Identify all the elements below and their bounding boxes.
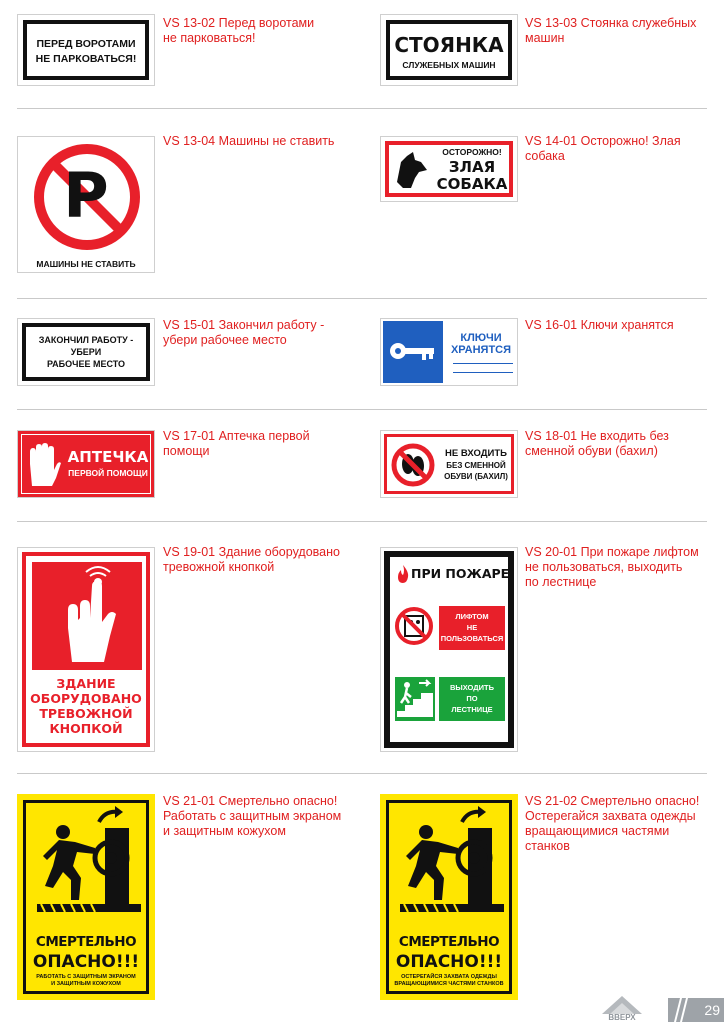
no-elevator-icon xyxy=(394,606,434,646)
sign-text: ПЕРЕД ВОРОТАМИ xyxy=(36,38,136,50)
no-shoes-icon xyxy=(390,442,436,488)
sign-vs-16-01 xyxy=(380,318,518,386)
sign-text: ЛИФТОМ xyxy=(455,612,489,621)
item-caption: VS 17-01 Аптечка первой помощи xyxy=(163,429,310,458)
sign-text: УБЕРИ xyxy=(70,347,102,357)
item-caption: VS 19-01 Здание оборудовано тревожной кнопкой xyxy=(163,545,340,574)
hand-icon xyxy=(26,442,62,488)
sign-text: КНОПКОЙ xyxy=(49,721,123,736)
divider xyxy=(17,409,707,410)
sign-vs-21-02 xyxy=(380,794,518,1000)
sign-text: РАБОЧЕЕ МЕСТО xyxy=(46,359,126,369)
sign-text: БЕЗ СМЕННОЙ xyxy=(446,461,506,470)
item-caption: VS 21-01 Смертельно опасно! Работать с защитным экраном и защитным кожухом xyxy=(163,794,342,838)
sign-text: ТРЕВОЖНОЙ xyxy=(39,706,133,721)
item-caption: VS 13-02 Перед воротами не парковаться! xyxy=(163,16,315,45)
item-caption: VS 18-01 Не входить без сменной обуви (бахил) xyxy=(525,429,669,458)
sign-text: ОБОРУДОВАНО xyxy=(30,691,142,706)
item-caption: VS 21-02 Смертельно опасно! Остерегайся захвата одежды вращающимися частями станков xyxy=(525,794,700,853)
sign-text: ОБУВИ (БАХИЛ) xyxy=(444,472,508,481)
sign-text: ОСТОРОЖНО! xyxy=(442,147,502,157)
sign-text: СЛУЖЕБНЫХ МАШИН xyxy=(402,60,496,70)
sign-text: СТОЯНКА xyxy=(394,33,504,57)
brand-logo xyxy=(600,994,644,1022)
sign-vs-19-01 xyxy=(17,547,155,752)
sign-text: КЛЮЧИ xyxy=(460,332,502,344)
sign-text: ОПАСНО!!! xyxy=(395,952,503,972)
divider xyxy=(17,773,707,774)
item-caption: VS 15-01 Закончил работу - убери рабочее место xyxy=(163,318,325,347)
sign-text: И ЗАЩИТНЫМ КОЖУХОМ xyxy=(51,981,121,987)
machine-hazard-icon xyxy=(386,800,512,926)
item-caption: VS 13-04 Машины не ставить xyxy=(163,134,335,148)
sign-text: ПЕРВОЙ ПОМОЩИ xyxy=(68,468,148,478)
sign-text: НЕ ВХОДИТЬ xyxy=(445,448,507,459)
sign-text: СМЕРТЕЛЬНО xyxy=(35,934,137,950)
sign-text: НЕ xyxy=(466,623,478,632)
item-caption: VS 14-01 Осторожно! Злая собака xyxy=(525,134,681,163)
sign-text: ЗАКОНЧИЛ РАБОТУ - xyxy=(38,335,134,345)
sign-text: ОСТЕРЕГАЙСЯ ЗАХВАТА ОДЕЖДЫ xyxy=(401,974,497,980)
sign-vs-15-01 xyxy=(17,318,155,386)
sign-text: ЗДАНИЕ xyxy=(56,676,116,691)
sign-text: СОБАКА xyxy=(436,175,508,193)
sign-vs-13-02 xyxy=(17,14,155,86)
divider xyxy=(17,521,707,522)
sign-text: ХРАНЯТСЯ xyxy=(450,344,512,356)
sign-text: ПО xyxy=(466,694,478,703)
divider xyxy=(17,108,707,109)
sign-vs-18-01 xyxy=(380,430,518,498)
sign-text: РАБОТАТЬ С ЗАЩИТНЫМ ЭКРАНОМ xyxy=(36,974,136,980)
page-number: 29 xyxy=(668,998,724,1022)
sign-text: ПРИ ПОЖАРЕ xyxy=(411,566,510,581)
sign-text: МАШИНЫ НЕ СТАВИТЬ xyxy=(36,259,136,269)
sign-text: АПТЕЧКА xyxy=(67,448,149,466)
sign-vs-17-01 xyxy=(17,430,155,498)
key-icon xyxy=(386,337,442,367)
item-caption: VS 16-01 Ключи хранятся xyxy=(525,318,674,332)
sign-text: ЗЛАЯ xyxy=(448,158,496,176)
fire-icon xyxy=(395,564,411,584)
sign-vs-20-01 xyxy=(380,547,518,752)
sign-vs-13-04 xyxy=(17,136,155,273)
divider xyxy=(17,298,707,299)
item-caption: VS 20-01 При пожаре лифтом не пользоваться, выходить по лестнице xyxy=(525,545,699,589)
sign-vs-13-03 xyxy=(380,14,518,86)
sign-text: НЕ ПАРКОВАТЬСЯ! xyxy=(35,53,137,65)
item-caption: VS 13-03 Стоянка служебных машин xyxy=(525,16,697,45)
logo-text: ВВЕРХ xyxy=(608,1013,636,1022)
sign-text: ОПАСНО!!! xyxy=(32,952,140,972)
exit-stairs-icon xyxy=(395,677,435,721)
sign-text: ВЫХОДИТЬ xyxy=(449,683,494,692)
no-parking-glyph: P xyxy=(63,159,109,232)
sign-vs-21-01 xyxy=(17,794,155,1000)
sign-text: ПОЛЬЗОВАТЬСЯ xyxy=(440,634,504,643)
alarm-button-icon xyxy=(32,562,142,670)
sign-text: ВРАЩАЮЩИМИСЯ ЧАСТЯМИ СТАНКОВ xyxy=(394,981,504,987)
sign-text: СМЕРТЕЛЬНО xyxy=(398,934,500,950)
sign-text: ЛЕСТНИЦЕ xyxy=(451,705,493,714)
machine-hazard-icon xyxy=(23,800,149,926)
page-slashes-icon xyxy=(668,998,694,1022)
sign-vs-14-01 xyxy=(380,136,518,202)
